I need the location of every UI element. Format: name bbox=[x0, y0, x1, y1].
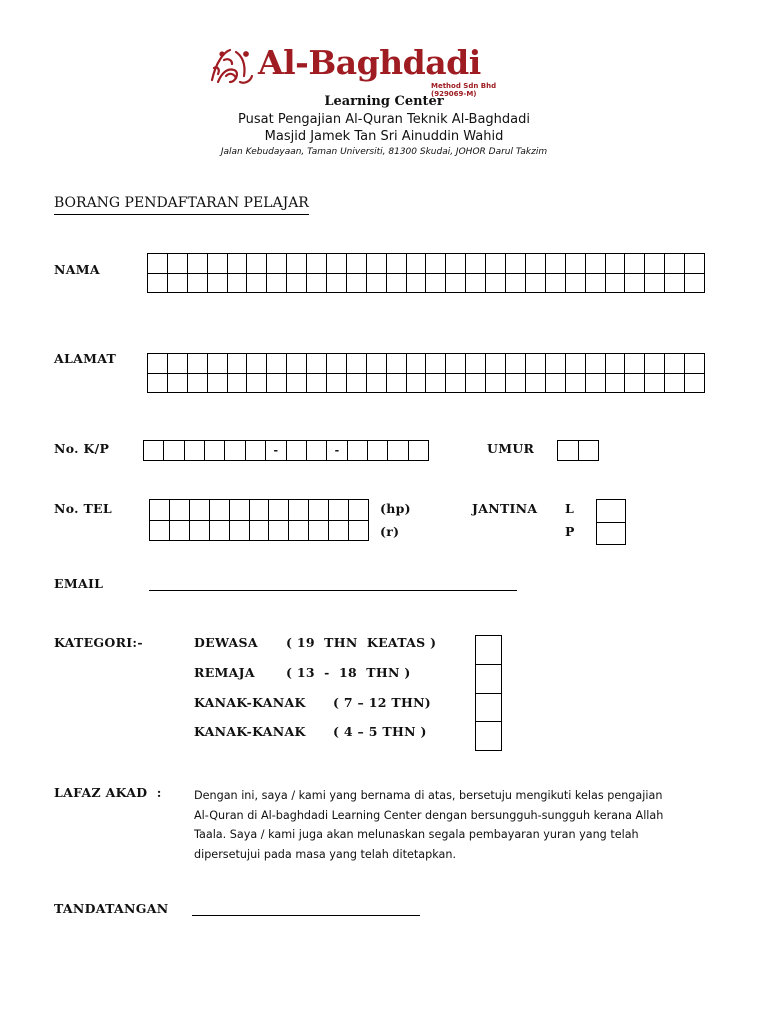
brand-name: Al-Baghdadi bbox=[258, 43, 481, 82]
tel-cell[interactable] bbox=[309, 500, 329, 521]
nama-cell[interactable] bbox=[446, 254, 466, 274]
nama-cell[interactable] bbox=[188, 254, 208, 274]
nama-cell[interactable] bbox=[387, 274, 407, 294]
nama-cell[interactable] bbox=[606, 274, 626, 294]
nama-cell[interactable] bbox=[148, 254, 168, 274]
alamat-cell[interactable] bbox=[148, 354, 168, 374]
alamat-cell[interactable] bbox=[407, 354, 427, 374]
alamat-cell[interactable] bbox=[327, 354, 347, 374]
alamat-cell[interactable] bbox=[307, 354, 327, 374]
lafaz-line-3: Taala. Saya / kami juga akan melunaskan segala pembayaran yuran yang telah bbox=[194, 828, 639, 841]
kategori-checkboxes[interactable] bbox=[475, 635, 502, 751]
nama-cell[interactable] bbox=[625, 254, 645, 274]
learning-center-title: Learning Center bbox=[324, 94, 444, 109]
alamat-cell[interactable] bbox=[267, 374, 287, 394]
header-line-2: Masjid Jamek Tan Sri Ainuddin Wahid bbox=[264, 129, 504, 144]
alamat-cell[interactable] bbox=[486, 354, 506, 374]
lafaz-label: LAFAZ AKAD : bbox=[54, 785, 162, 800]
alamat-cell[interactable] bbox=[407, 374, 427, 394]
alamat-cell[interactable] bbox=[426, 374, 446, 394]
nama-cell[interactable] bbox=[546, 254, 566, 274]
nama-cell[interactable] bbox=[287, 274, 307, 294]
nama-cell[interactable] bbox=[228, 274, 248, 294]
tel-cell[interactable] bbox=[210, 500, 230, 521]
logo bbox=[206, 42, 526, 98]
nama-cell[interactable] bbox=[685, 254, 705, 274]
alamat-cell[interactable] bbox=[327, 374, 347, 394]
nama-cell[interactable] bbox=[327, 254, 347, 274]
signature-field[interactable] bbox=[192, 901, 420, 916]
header-line-1: Pusat Pengajian Al-Quran Teknik Al-Baghdadi bbox=[238, 112, 530, 127]
nama-cell[interactable] bbox=[566, 274, 586, 294]
form-title: BORANG PENDAFTARAN PELAJAR bbox=[54, 195, 309, 215]
alamat-cell[interactable] bbox=[526, 354, 546, 374]
nama-cell[interactable] bbox=[446, 274, 466, 294]
alamat-cell[interactable] bbox=[188, 354, 208, 374]
brand-subtitle: Method Sdn Bhd (929069-M) bbox=[431, 82, 497, 98]
tel-cell[interactable] bbox=[190, 500, 210, 521]
nama-cell[interactable] bbox=[506, 254, 526, 274]
nama-cell[interactable] bbox=[566, 254, 586, 274]
alamat-cell[interactable] bbox=[665, 354, 685, 374]
lafaz-line-4: dipersetujui pada masa yang telah ditetapkan. bbox=[194, 847, 457, 861]
category-range-1: ( 19 THN KEATAS ) bbox=[286, 635, 437, 650]
alamat-cell[interactable] bbox=[208, 374, 228, 394]
nama-cell[interactable] bbox=[168, 274, 188, 294]
alamat-label: ALAMAT bbox=[54, 351, 117, 366]
nama-cell[interactable] bbox=[526, 274, 546, 294]
tel-cell[interactable] bbox=[289, 500, 309, 521]
alamat-cell[interactable] bbox=[606, 374, 626, 394]
nama-cell[interactable] bbox=[347, 254, 367, 274]
kp-cell[interactable] bbox=[205, 441, 225, 461]
kp-field[interactable] bbox=[143, 440, 429, 461]
alamat-cell[interactable] bbox=[566, 354, 586, 374]
nama-cell[interactable] bbox=[486, 254, 506, 274]
alamat-cell[interactable] bbox=[486, 374, 506, 394]
email-label: EMAIL bbox=[54, 576, 104, 591]
tel-cell[interactable] bbox=[289, 521, 309, 542]
kp-cell[interactable] bbox=[307, 441, 327, 461]
kategori-checkbox[interactable] bbox=[476, 722, 502, 751]
tel-cell[interactable] bbox=[349, 500, 369, 521]
nama-cell[interactable] bbox=[407, 274, 427, 294]
alamat-cell[interactable] bbox=[188, 374, 208, 394]
kp-cell[interactable] bbox=[287, 441, 307, 461]
nama-cell[interactable] bbox=[665, 274, 685, 294]
alamat-cell[interactable] bbox=[526, 374, 546, 394]
nama-cell[interactable] bbox=[367, 254, 387, 274]
alamat-cell[interactable] bbox=[446, 374, 466, 394]
nama-cell[interactable] bbox=[645, 274, 665, 294]
jantina-checkboxes[interactable] bbox=[596, 499, 626, 545]
nama-cell[interactable] bbox=[228, 254, 248, 274]
jantina-l-label: L bbox=[565, 501, 575, 516]
alamat-cell[interactable] bbox=[228, 374, 248, 394]
kategori-checkbox[interactable] bbox=[476, 636, 502, 665]
tel-cell[interactable] bbox=[309, 521, 329, 542]
nama-cell[interactable] bbox=[168, 254, 188, 274]
alamat-cell[interactable] bbox=[466, 354, 486, 374]
jantina-p-label: P bbox=[565, 524, 575, 539]
nama-cell[interactable] bbox=[367, 274, 387, 294]
tel-cell[interactable] bbox=[250, 500, 270, 521]
tel-field[interactable] bbox=[149, 499, 369, 541]
nama-cell[interactable] bbox=[208, 254, 228, 274]
kp-cell[interactable] bbox=[225, 441, 245, 461]
alamat-cell[interactable] bbox=[367, 354, 387, 374]
kp-cell[interactable] bbox=[348, 441, 368, 461]
tel-cell[interactable] bbox=[230, 500, 250, 521]
alamat-cell[interactable] bbox=[148, 374, 168, 394]
alamat-cell[interactable] bbox=[566, 374, 586, 394]
alamat-cell[interactable] bbox=[247, 354, 267, 374]
nama-cell[interactable] bbox=[148, 274, 168, 294]
umur-field[interactable] bbox=[557, 440, 599, 461]
kp-cell[interactable]: - bbox=[266, 441, 286, 461]
category-name-2: REMAJA bbox=[194, 665, 255, 680]
tel-cell[interactable] bbox=[269, 500, 289, 521]
tel-label: No. TEL bbox=[54, 501, 112, 516]
alamat-cell[interactable] bbox=[546, 374, 566, 394]
alamat-cell[interactable] bbox=[466, 374, 486, 394]
tel-cell[interactable] bbox=[329, 500, 349, 521]
nama-cell[interactable] bbox=[526, 254, 546, 274]
nama-cell[interactable] bbox=[466, 254, 486, 274]
kategori-label: KATEGORI:- bbox=[54, 635, 143, 650]
kp-label: No. K/P bbox=[54, 441, 110, 456]
tel-cell[interactable] bbox=[250, 521, 270, 542]
tel-cell[interactable] bbox=[170, 521, 190, 542]
tel-cell[interactable] bbox=[190, 521, 210, 542]
alamat-cell[interactable] bbox=[546, 354, 566, 374]
tel-cell[interactable] bbox=[230, 521, 250, 542]
alamat-cell[interactable] bbox=[367, 374, 387, 394]
alamat-cell[interactable] bbox=[387, 354, 407, 374]
tel-cell[interactable] bbox=[150, 521, 170, 542]
alamat-cell[interactable] bbox=[685, 354, 705, 374]
nama-cell[interactable] bbox=[645, 254, 665, 274]
category-name-4: KANAK-KANAK bbox=[194, 724, 306, 739]
nama-cell[interactable] bbox=[665, 254, 685, 274]
tel-cell[interactable] bbox=[210, 521, 230, 542]
nama-cell[interactable] bbox=[586, 254, 606, 274]
alamat-cell[interactable] bbox=[586, 374, 606, 394]
alamat-cell[interactable] bbox=[645, 354, 665, 374]
alamat-cell[interactable] bbox=[426, 354, 446, 374]
tel-cell[interactable] bbox=[349, 521, 369, 542]
kp-cell[interactable] bbox=[368, 441, 388, 461]
alamat-cell[interactable] bbox=[685, 374, 705, 394]
alamat-cell[interactable] bbox=[665, 374, 685, 394]
nama-field[interactable] bbox=[147, 253, 705, 293]
r-label: (r) bbox=[380, 524, 400, 539]
nama-cell[interactable] bbox=[387, 254, 407, 274]
kp-cell[interactable] bbox=[185, 441, 205, 461]
alamat-field[interactable] bbox=[147, 353, 705, 393]
nama-cell[interactable] bbox=[466, 274, 486, 294]
alamat-cell[interactable] bbox=[287, 374, 307, 394]
kp-cell[interactable] bbox=[144, 441, 164, 461]
header-address: Jalan Kebudayaan, Taman Universiti, 81300 Skudai, JOHOR Darul Takzim bbox=[220, 147, 548, 157]
tel-cell[interactable] bbox=[329, 521, 349, 542]
kp-cell[interactable]: - bbox=[327, 441, 347, 461]
umur-label: UMUR bbox=[487, 441, 535, 456]
nama-cell[interactable] bbox=[208, 274, 228, 294]
tandatangan-label: TANDATANGAN bbox=[54, 901, 169, 916]
alamat-cell[interactable] bbox=[347, 354, 367, 374]
alamat-cell[interactable] bbox=[307, 374, 327, 394]
alamat-cell[interactable] bbox=[645, 374, 665, 394]
nama-cell[interactable] bbox=[247, 254, 267, 274]
nama-cell[interactable] bbox=[625, 274, 645, 294]
calligraphy-logo-icon bbox=[206, 42, 256, 92]
category-range-4: ( 4 – 5 THN ) bbox=[333, 724, 427, 739]
umur-cell[interactable] bbox=[558, 441, 579, 461]
nama-cell[interactable] bbox=[606, 254, 626, 274]
alamat-cell[interactable] bbox=[208, 354, 228, 374]
nama-cell[interactable] bbox=[307, 274, 327, 294]
alamat-cell[interactable] bbox=[168, 354, 188, 374]
nama-cell[interactable] bbox=[247, 274, 267, 294]
jantina-checkbox[interactable] bbox=[597, 500, 626, 523]
hp-label: (hp) bbox=[380, 501, 411, 516]
alamat-cell[interactable] bbox=[387, 374, 407, 394]
tel-cell[interactable] bbox=[150, 500, 170, 521]
lafaz-line-1: Dengan ini, saya / kami yang bernama di atas, bersetuju mengikuti kelas pengajian bbox=[194, 789, 663, 802]
alamat-cell[interactable] bbox=[506, 374, 526, 394]
nama-cell[interactable] bbox=[426, 254, 446, 274]
nama-label: NAMA bbox=[54, 262, 100, 277]
email-field[interactable] bbox=[149, 576, 517, 591]
nama-cell[interactable] bbox=[267, 274, 287, 294]
tel-cell[interactable] bbox=[269, 521, 289, 542]
nama-cell[interactable] bbox=[506, 274, 526, 294]
category-range-2: ( 13 - 18 THN ) bbox=[286, 665, 411, 680]
nama-cell[interactable] bbox=[307, 254, 327, 274]
alamat-cell[interactable] bbox=[446, 354, 466, 374]
nama-cell[interactable] bbox=[486, 274, 506, 294]
alamat-cell[interactable] bbox=[625, 354, 645, 374]
nama-cell[interactable] bbox=[267, 254, 287, 274]
alamat-cell[interactable] bbox=[506, 354, 526, 374]
category-name-1: DEWASA bbox=[194, 635, 258, 650]
alamat-cell[interactable] bbox=[247, 374, 267, 394]
category-name-3: KANAK-KANAK bbox=[194, 695, 306, 710]
tel-cell[interactable] bbox=[170, 500, 190, 521]
kategori-checkbox[interactable] bbox=[476, 694, 502, 723]
kp-cell[interactable] bbox=[164, 441, 184, 461]
nama-cell[interactable] bbox=[586, 274, 606, 294]
alamat-cell[interactable] bbox=[347, 374, 367, 394]
nama-cell[interactable] bbox=[546, 274, 566, 294]
jantina-checkbox[interactable] bbox=[597, 523, 626, 546]
jantina-label: JANTINA bbox=[472, 501, 538, 516]
alamat-cell[interactable] bbox=[625, 374, 645, 394]
alamat-cell[interactable] bbox=[606, 354, 626, 374]
kp-cell[interactable] bbox=[409, 441, 429, 461]
nama-cell[interactable] bbox=[327, 274, 347, 294]
nama-cell[interactable] bbox=[188, 274, 208, 294]
kp-cell[interactable] bbox=[388, 441, 408, 461]
alamat-cell[interactable] bbox=[287, 354, 307, 374]
alamat-cell[interactable] bbox=[168, 374, 188, 394]
category-range-3: ( 7 – 12 THN) bbox=[333, 695, 432, 710]
lafaz-text bbox=[194, 786, 663, 864]
alamat-cell[interactable] bbox=[267, 354, 287, 374]
lafaz-line-2: Al-Quran di Al-baghdadi Learning Center dengan bersungguh-sungguh kerana Allah bbox=[194, 808, 664, 822]
kategori-checkbox[interactable] bbox=[476, 665, 502, 694]
kp-cell[interactable] bbox=[246, 441, 266, 461]
alamat-cell[interactable] bbox=[586, 354, 606, 374]
nama-cell[interactable] bbox=[287, 254, 307, 274]
nama-cell[interactable] bbox=[426, 274, 446, 294]
nama-cell[interactable] bbox=[685, 274, 705, 294]
nama-cell[interactable] bbox=[347, 274, 367, 294]
nama-cell[interactable] bbox=[407, 254, 427, 274]
umur-cell[interactable] bbox=[579, 441, 600, 461]
alamat-cell[interactable] bbox=[228, 354, 248, 374]
